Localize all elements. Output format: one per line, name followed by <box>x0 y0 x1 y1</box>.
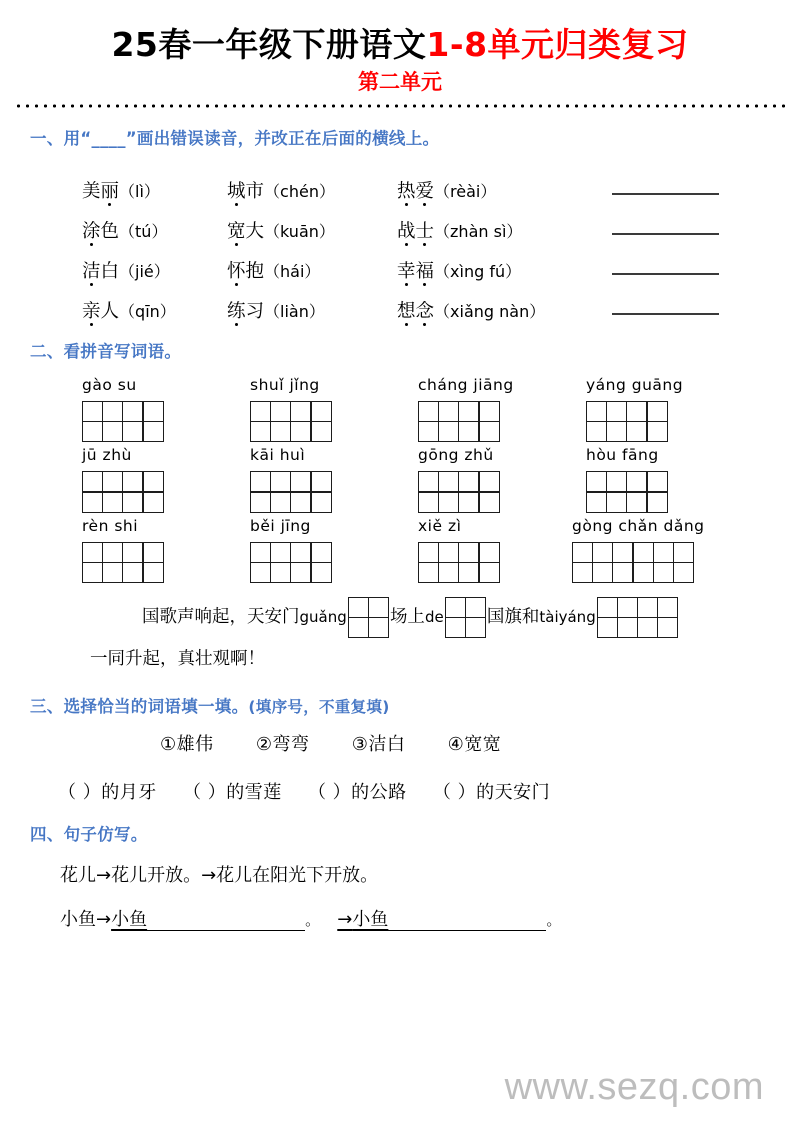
grid-cell[interactable] <box>312 402 331 421</box>
writing-grid[interactable] <box>348 597 389 638</box>
grid-cell[interactable] <box>291 422 310 441</box>
grid-cell[interactable] <box>439 402 458 421</box>
grid-cell[interactable] <box>291 493 310 512</box>
writing-grid[interactable] <box>82 542 164 583</box>
grid-cell[interactable] <box>627 472 646 491</box>
pinyin-grid-item[interactable] <box>396 517 564 583</box>
word-item[interactable] <box>82 180 227 202</box>
pinyin-grid-row <box>60 517 800 583</box>
practice-arrow-b: → <box>337 908 353 930</box>
pinyin-grid-item[interactable] <box>564 446 732 512</box>
section-1-body <box>0 161 800 321</box>
grid-cell[interactable] <box>446 598 465 617</box>
hanzi-char-dotted: 丽 <box>100 180 120 202</box>
pinyin-text: （hái） <box>264 261 321 281</box>
grid-cell[interactable] <box>593 563 612 582</box>
grid-cell[interactable] <box>607 422 626 441</box>
hanzi-char-dotted: 士 <box>415 220 435 242</box>
section-2-heading: 二、看拼音写词语。 <box>30 342 182 362</box>
grid-cell[interactable] <box>291 472 310 491</box>
pinyin-text: （qīn） <box>119 301 176 321</box>
grid-cell[interactable] <box>459 543 478 562</box>
grid-cell[interactable] <box>654 563 673 582</box>
hanzi-char-dotted: 福 <box>415 260 435 282</box>
writing-grid[interactable] <box>250 542 332 583</box>
grid-cell[interactable] <box>123 422 142 441</box>
section-4-example: 花儿→花儿开放。→花儿在阳光下开放。 <box>60 864 379 886</box>
grid-wrap <box>564 401 668 442</box>
option-item[interactable]: ①雄伟 <box>160 733 214 755</box>
section-4-heading: 四、句子仿写。 <box>30 824 148 844</box>
grid-cell[interactable] <box>598 598 617 617</box>
pinyin-inline: tàiyáng <box>539 608 596 627</box>
site-watermark: www.sezq.com <box>504 1066 764 1108</box>
option-item[interactable]: ③洁白 <box>351 733 406 755</box>
pinyin-text: （zhàn sì） <box>434 221 523 241</box>
pinyin-grid-row <box>60 376 800 442</box>
grid-cell[interactable] <box>349 618 368 637</box>
section-3-blanks <box>0 778 800 804</box>
practice-blank-b[interactable] <box>388 930 546 931</box>
section-2-body <box>0 376 800 676</box>
grid-cell[interactable] <box>459 402 478 421</box>
dotted-divider <box>14 104 786 108</box>
writing-grid[interactable] <box>586 401 668 442</box>
grid-cell[interactable] <box>103 543 122 562</box>
grid-cell[interactable] <box>103 493 122 512</box>
grid-cell[interactable] <box>369 618 388 637</box>
word-item[interactable] <box>227 300 397 322</box>
grid-cell[interactable] <box>312 422 331 441</box>
grid-cell[interactable] <box>419 493 438 512</box>
grid-cell[interactable] <box>419 563 438 582</box>
word-item[interactable] <box>82 300 227 322</box>
grid-cell[interactable] <box>123 493 142 512</box>
pinyin-text: （kuān） <box>264 221 335 241</box>
grid-cell[interactable] <box>291 402 310 421</box>
writing-grid[interactable] <box>445 597 486 638</box>
section-2-sentence <box>60 597 800 676</box>
pinyin-grid-item[interactable] <box>60 446 228 512</box>
grid-cell[interactable] <box>123 543 142 562</box>
grid-cell[interactable] <box>312 472 331 491</box>
writing-grid[interactable] <box>418 542 500 583</box>
grid-cell[interactable] <box>459 472 478 491</box>
blank-phrase[interactable]: （ ）的雪莲 <box>182 781 282 803</box>
pinyin-grid-item[interactable] <box>564 376 732 442</box>
blank-phrase[interactable]: （ ）的天安门 <box>432 781 551 803</box>
grid-cell[interactable] <box>627 402 646 421</box>
grid-cell[interactable] <box>271 472 290 491</box>
section-3-heading <box>30 693 800 717</box>
grid-cell[interactable] <box>312 493 331 512</box>
pinyin-text: （chén） <box>264 181 335 201</box>
grid-wrap <box>564 471 668 512</box>
grid-wrap <box>396 471 500 512</box>
grid-cell[interactable] <box>598 618 617 637</box>
pinyin-label: kāi huì <box>250 446 306 465</box>
writing-grid[interactable] <box>597 597 679 638</box>
grid-cell[interactable] <box>459 422 478 441</box>
pinyin-text: （xiǎng nàn） <box>434 301 546 321</box>
writing-grid[interactable] <box>250 401 332 442</box>
grid-cell[interactable] <box>251 493 270 512</box>
grid-cell[interactable] <box>674 563 693 582</box>
grid-cell[interactable] <box>83 422 102 441</box>
sentence-text-part: 场上 <box>389 607 425 628</box>
hanzi-char: 美 <box>82 180 101 202</box>
pinyin-inline: de <box>424 608 444 627</box>
title-red-part: 1-8单元归类复习 <box>426 25 689 64</box>
writing-grid[interactable] <box>418 471 500 512</box>
grid-cell[interactable] <box>144 422 163 441</box>
grid-cell[interactable] <box>648 422 667 441</box>
grid-cell[interactable] <box>658 618 677 637</box>
grid-cell[interactable] <box>459 563 478 582</box>
grid-cell[interactable] <box>271 402 290 421</box>
grid-cell[interactable] <box>654 543 673 562</box>
hanzi-char-dotted: 战 <box>397 220 416 242</box>
hanzi-char-dotted: 城 <box>227 180 246 202</box>
table-row <box>82 281 800 321</box>
pinyin-grid-item[interactable] <box>228 376 396 442</box>
pinyin-label: xiě zì <box>418 516 462 535</box>
grid-cell[interactable] <box>271 563 290 582</box>
grid-cell[interactable] <box>607 472 626 491</box>
grid-cell[interactable] <box>439 422 458 441</box>
hanzi-char-dotted: 练 <box>227 300 246 322</box>
answer-blank-cell[interactable] <box>612 159 719 201</box>
table-row <box>82 241 800 281</box>
hanzi-char-dotted: 亲 <box>82 300 101 322</box>
practice-answer-b[interactable]: 小鱼 <box>352 908 389 930</box>
grid-wrap <box>60 471 164 512</box>
grid-cell[interactable] <box>251 543 270 562</box>
grid-wrap <box>228 401 332 442</box>
grid-cell[interactable] <box>648 472 667 491</box>
word-item[interactable] <box>227 260 397 282</box>
writing-grid[interactable] <box>250 471 332 512</box>
pinyin-label: cháng jiāng <box>418 376 514 395</box>
pinyin-grid-row <box>60 446 800 512</box>
sentence-line-2: 一同升起，真壮观啊！ <box>90 648 265 669</box>
grid-cell[interactable] <box>480 493 499 512</box>
hanzi-char: 市 <box>245 180 265 202</box>
grid-wrap <box>564 542 694 583</box>
grid-wrap <box>60 401 164 442</box>
grid-cell[interactable] <box>593 543 612 562</box>
grid-cell[interactable] <box>251 472 270 491</box>
pinyin-grid-item[interactable] <box>228 517 396 583</box>
grid-cell[interactable] <box>573 543 592 562</box>
grid-wrap <box>445 597 486 638</box>
grid-cell[interactable] <box>271 543 290 562</box>
pinyin-label: yáng guāng <box>586 376 684 395</box>
grid-cell[interactable] <box>291 563 310 582</box>
grid-cell[interactable] <box>480 472 499 491</box>
word-item[interactable] <box>227 180 397 202</box>
grid-cell[interactable] <box>648 493 667 512</box>
grid-cell[interactable] <box>613 563 632 582</box>
grid-cell[interactable] <box>144 543 163 562</box>
grid-cell[interactable] <box>618 618 637 637</box>
blank-phrase[interactable]: （ ）的公路 <box>307 781 407 803</box>
hanzi-char-dotted: 幸 <box>397 260 416 282</box>
pinyin-text: （rèài） <box>434 181 497 201</box>
hanzi-char-dotted: 念 <box>415 300 435 322</box>
grid-cell[interactable] <box>419 543 438 562</box>
section-3-heading-note: (填序号，不重复填) <box>248 697 390 716</box>
pinyin-grid-item[interactable] <box>396 446 564 512</box>
grid-cell[interactable] <box>439 493 458 512</box>
grid-cell[interactable] <box>607 493 626 512</box>
section-3-heading-main: 三、选择恰当的词语填一填。 <box>30 696 249 716</box>
pinyin-inline: guǎng <box>299 608 347 627</box>
grid-cell[interactable] <box>627 493 646 512</box>
grid-cell[interactable] <box>83 563 102 582</box>
pinyin-label: běi jīng <box>250 516 311 535</box>
writing-grid[interactable] <box>418 401 500 442</box>
hanzi-char: 习 <box>245 300 265 322</box>
pinyin-grid-item[interactable] <box>60 376 228 442</box>
grid-cell[interactable] <box>439 472 458 491</box>
word-item[interactable] <box>82 220 227 242</box>
grid-cell[interactable] <box>83 543 102 562</box>
unit-subtitle: 第二单元 <box>358 69 442 94</box>
hanzi-char: 抱 <box>245 260 265 282</box>
writing-grid[interactable] <box>82 471 164 512</box>
grid-wrap <box>60 542 164 583</box>
pinyin-grid-item[interactable] <box>564 517 754 583</box>
main-title <box>0 26 800 65</box>
hanzi-char: 人 <box>100 300 120 322</box>
grid-cell[interactable] <box>419 422 438 441</box>
grid-cell[interactable] <box>480 402 499 421</box>
grid-cell[interactable] <box>144 402 163 421</box>
word-item[interactable] <box>397 220 612 242</box>
grid-cell[interactable] <box>291 543 310 562</box>
grid-cell[interactable] <box>638 618 657 637</box>
table-row <box>82 161 800 201</box>
grid-cell[interactable] <box>251 563 270 582</box>
hanzi-char-dotted: 热 <box>397 180 416 202</box>
grid-cell[interactable] <box>587 402 606 421</box>
grid-cell[interactable] <box>587 422 606 441</box>
word-item[interactable] <box>397 300 612 322</box>
grid-cell[interactable] <box>251 402 270 421</box>
period-a: 。 <box>305 910 321 929</box>
grid-cell[interactable] <box>83 402 102 421</box>
blank-phrase[interactable]: （ ）的月牙 <box>58 781 157 803</box>
answer-line[interactable] <box>612 233 719 235</box>
grid-cell[interactable] <box>439 563 458 582</box>
grid-cell[interactable] <box>674 543 693 562</box>
grid-cell[interactable] <box>271 493 290 512</box>
hanzi-char: 白 <box>100 260 120 282</box>
grid-wrap <box>228 542 332 583</box>
grid-cell[interactable] <box>312 543 331 562</box>
grid-wrap <box>396 401 500 442</box>
grid-cell[interactable] <box>369 598 388 617</box>
pinyin-text: （jié） <box>119 261 170 281</box>
grid-cell[interactable] <box>658 598 677 617</box>
grid-wrap <box>348 597 389 638</box>
option-item[interactable]: ④宽宽 <box>447 733 502 755</box>
grid-cell[interactable] <box>103 472 122 491</box>
sentence-line-1 <box>90 597 800 638</box>
grid-cell[interactable] <box>349 598 368 617</box>
pinyin-text: （lì） <box>119 181 160 201</box>
pinyin-label: shuǐ jǐng <box>250 376 320 395</box>
answer-line[interactable] <box>612 193 719 195</box>
hanzi-char-dotted: 怀 <box>227 260 246 282</box>
pinyin-label: gòng chǎn dǎng <box>572 516 705 535</box>
practice-prefix: 小鱼→ <box>60 908 112 930</box>
pinyin-text: （xìng fú） <box>434 261 522 281</box>
grid-cell[interactable] <box>573 563 592 582</box>
pinyin-text: （tú） <box>119 221 168 241</box>
hanzi-char-dotted: 爱 <box>415 180 435 202</box>
answer-blank-cell[interactable] <box>612 279 719 321</box>
grid-cell[interactable] <box>419 402 438 421</box>
grid-cell[interactable] <box>466 598 485 617</box>
hanzi-char-dotted: 涂 <box>82 220 101 242</box>
hanzi-char-dotted: 宽 <box>227 220 246 242</box>
page-header <box>0 0 800 95</box>
section-4-practice <box>0 905 800 931</box>
grid-cell[interactable] <box>459 493 478 512</box>
grid-cell[interactable] <box>466 618 485 637</box>
option-item[interactable]: ②弯弯 <box>255 733 310 755</box>
hanzi-char-dotted: 想 <box>397 300 416 322</box>
pinyin-label: jū zhù <box>82 446 132 465</box>
grid-cell[interactable] <box>638 598 657 617</box>
sentence-text-part: 国旗和 <box>486 607 540 628</box>
answer-line[interactable] <box>612 313 719 315</box>
title-black-part: 25春一年级下册语文 <box>111 25 427 64</box>
grid-cell[interactable] <box>312 563 331 582</box>
pinyin-label: hòu fāng <box>586 446 659 465</box>
grid-cell[interactable] <box>144 563 163 582</box>
hanzi-char: 大 <box>245 220 265 242</box>
answer-blank-cell[interactable] <box>612 239 719 281</box>
grid-cell[interactable] <box>439 543 458 562</box>
section-1-heading: 一、用“____”画出错误读音，并改正在后面的横线上。 <box>30 129 440 149</box>
grid-cell[interactable] <box>607 402 626 421</box>
pinyin-text: （liàn） <box>264 301 325 321</box>
word-item[interactable] <box>227 220 397 242</box>
grid-wrap <box>228 471 332 512</box>
grid-cell[interactable] <box>103 563 122 582</box>
pinyin-grid-item[interactable] <box>396 376 564 442</box>
grid-cell[interactable] <box>627 422 646 441</box>
answer-line[interactable] <box>612 273 719 275</box>
practice-answer-a[interactable]: 小鱼 <box>111 908 148 930</box>
answer-blank-cell[interactable] <box>612 199 719 241</box>
grid-wrap <box>396 542 500 583</box>
word-item[interactable] <box>82 260 227 282</box>
grid-cell[interactable] <box>144 472 163 491</box>
grid-cell[interactable] <box>271 422 290 441</box>
grid-cell[interactable] <box>634 543 653 562</box>
grid-cell[interactable] <box>123 472 142 491</box>
grid-cell[interactable] <box>587 493 606 512</box>
grid-cell[interactable] <box>613 543 632 562</box>
grid-wrap <box>597 597 679 638</box>
section-3-options <box>0 730 800 756</box>
table-row <box>82 201 800 241</box>
grid-cell[interactable] <box>419 472 438 491</box>
period-b: 。 <box>546 910 562 929</box>
grid-cell[interactable] <box>587 472 606 491</box>
grid-cell[interactable] <box>103 402 122 421</box>
practice-blank-a[interactable] <box>147 930 305 931</box>
grid-cell[interactable] <box>123 563 142 582</box>
pinyin-label: gōng zhǔ <box>418 446 494 465</box>
sentence-text-part: 国歌声响起，天安门 <box>142 607 300 628</box>
writing-grid[interactable] <box>82 401 164 442</box>
grid-cell[interactable] <box>83 493 102 512</box>
word-item[interactable] <box>397 180 612 202</box>
pinyin-label: rèn shi <box>82 516 139 535</box>
word-item[interactable] <box>397 260 612 282</box>
grid-cell[interactable] <box>446 618 465 637</box>
pinyin-grid-item[interactable] <box>228 446 396 512</box>
grid-cell[interactable] <box>618 598 637 617</box>
grid-cell[interactable] <box>480 563 499 582</box>
writing-grid[interactable] <box>572 542 694 583</box>
grid-cell[interactable] <box>634 563 653 582</box>
grid-cell[interactable] <box>480 422 499 441</box>
grid-cell[interactable] <box>83 472 102 491</box>
pinyin-grid-item[interactable] <box>60 517 228 583</box>
hanzi-char-dotted: 洁 <box>82 260 101 282</box>
grid-cell[interactable] <box>123 402 142 421</box>
grid-cell[interactable] <box>144 493 163 512</box>
hanzi-char: 色 <box>100 220 120 242</box>
grid-cell[interactable] <box>648 402 667 421</box>
grid-cell[interactable] <box>103 422 122 441</box>
grid-cell[interactable] <box>480 543 499 562</box>
pinyin-label: gào su <box>82 376 137 395</box>
writing-grid[interactable] <box>586 471 668 512</box>
grid-cell[interactable] <box>251 422 270 441</box>
